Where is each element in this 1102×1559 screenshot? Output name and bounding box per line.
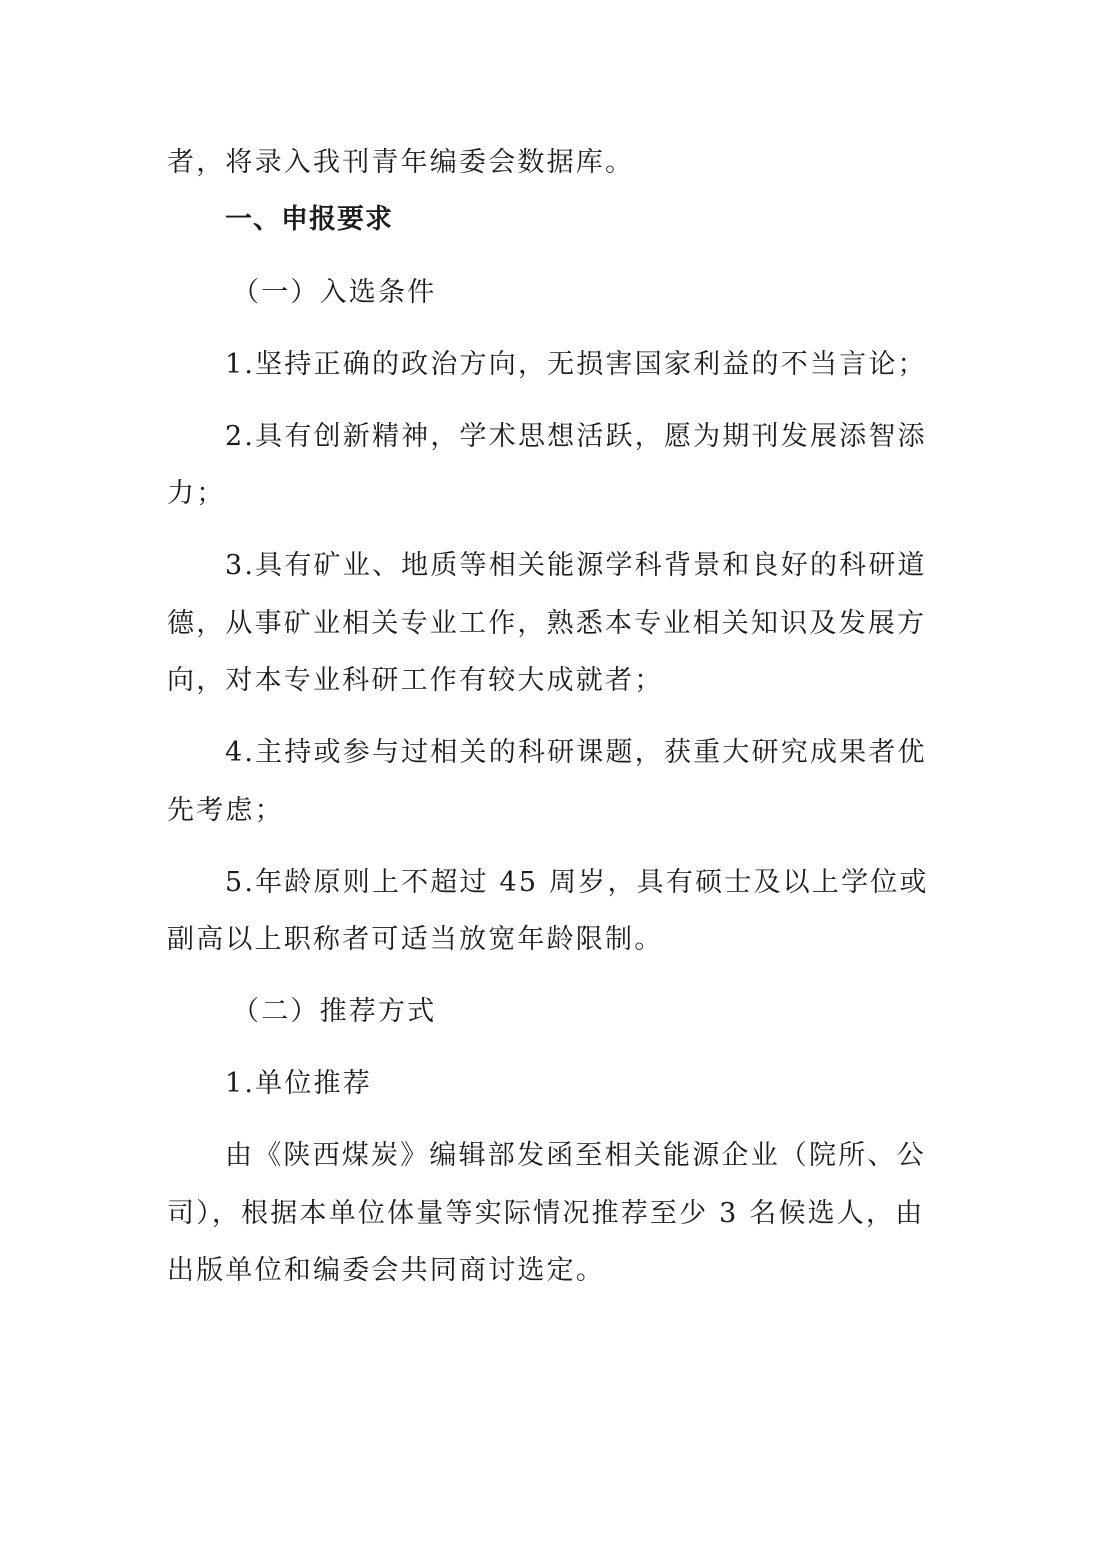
list-item-5-cont: 副高以上职称者可适当放宽年龄限制。: [167, 924, 664, 955]
list-item-1: 1.坚持正确的政治方向，无损害国家利益的不当言论；: [225, 349, 927, 380]
list-item-5: 5.年龄原则上不超过 45 周岁，具有硕士及以上学位或: [225, 867, 929, 898]
method-paragraph-cont-2: 出版单位和编委会共同商讨选定。: [167, 1255, 605, 1286]
method-paragraph-cont-1: 司），根据本单位体量等实际情况推荐至少 3 名候选人，由: [167, 1198, 925, 1229]
section-heading: 一、申报要求: [225, 204, 393, 235]
paragraph-continuation: 者，将录入我刊青年编委会数据库。: [167, 147, 635, 178]
method-paragraph: 由《陕西煤炭》编辑部发函至相关能源企业（院所、公: [225, 1140, 926, 1171]
method-item-1: 1.单位推荐: [225, 1068, 372, 1099]
list-item-4-cont: 先考虑；: [167, 795, 284, 826]
list-item-4: 4.主持或参与过相关的科研课题，获重大研究成果者优: [225, 737, 927, 768]
list-item-3-cont-1: 德，从事矿业相关专业工作，熟悉本专业相关知识及发展方: [167, 608, 927, 639]
list-item-2: 2.具有创新精神，学术思想活跃，愿为期刊发展添智添: [225, 421, 927, 452]
subsection-heading: （一）入选条件: [232, 277, 437, 308]
list-item-3: 3.具有矿业、地质等相关能源学科背景和良好的科研道: [225, 550, 927, 581]
list-item-3-cont-2: 向，对本专业科研工作有较大成就者；: [167, 665, 664, 696]
list-item-2-cont: 力；: [167, 478, 226, 509]
subsection-heading-2: （二）推荐方式: [232, 996, 437, 1027]
